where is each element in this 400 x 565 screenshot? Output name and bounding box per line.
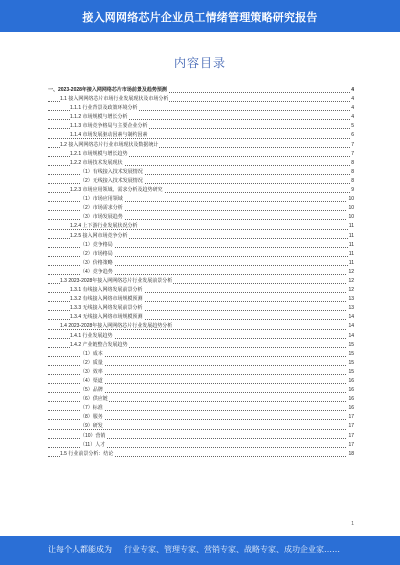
toc-entry-text: （6）供应链 [80, 396, 108, 403]
toc-entry[interactable] [48, 131, 354, 140]
toc-entry-page: 10 [347, 195, 354, 204]
toc-entry[interactable] [48, 286, 354, 295]
toc-entry-page: 17 [347, 441, 354, 450]
toc-entry[interactable] [48, 222, 354, 231]
toc-entry[interactable] [48, 350, 354, 359]
toc-entry-page: 16 [347, 386, 354, 395]
toc-entry[interactable] [48, 422, 354, 431]
toc-entry-text: （2）市场格局 [80, 250, 113, 257]
toc-entry-text: 1.4 2023-2028年接入网网络芯片行业发展趋势分析 [60, 323, 173, 330]
toc-entry-page: 16 [347, 377, 354, 386]
toc-entry-text: 一、2023-2028年接入网网络芯片市场前景及趋势预测 [48, 87, 167, 93]
toc-entry-page: 15 [347, 368, 354, 377]
toc-entry[interactable] [48, 241, 354, 250]
toc-entry-text: 1.3.2 有线接入网络市场规模预测 [70, 296, 143, 303]
toc-entry-page: 13 [347, 295, 354, 304]
toc-entry-text: （9）研发 [80, 423, 103, 430]
toc-entry[interactable] [48, 341, 354, 350]
toc-entry-text: 1.2.3 市场应用领域、需求分析及趋势研究 [70, 187, 163, 194]
toc-entry-text: （4）渠道 [80, 378, 103, 384]
toc-entry-page: 8 [350, 159, 354, 168]
toc-entry[interactable] [48, 277, 354, 286]
toc-entry[interactable] [48, 86, 354, 95]
toc-entry-text: （2）市场需求分析 [80, 205, 123, 212]
toc-entry[interactable] [48, 150, 354, 159]
toc-entry-page: 12 [347, 268, 354, 277]
toc-entry-page: 17 [347, 422, 354, 431]
toc-entry-text: （11）人才 [80, 441, 106, 448]
toc-entry-page: 12 [347, 277, 354, 286]
toc-entry-text: （7）标准 [80, 405, 103, 412]
toc-entry-text: 1.1.1 行业背景及政策环境分析 [70, 105, 138, 112]
toc-entry[interactable] [48, 122, 354, 131]
toc-entry[interactable] [48, 295, 354, 304]
toc-entry-text: 1.1 接入网网络芯片市场行业发展现状及市场分析 [60, 96, 169, 103]
toc-entry-page: 8 [350, 168, 354, 177]
toc-entry-text: 1.3 2023-2028年接入网网络芯片行业发展前景分析 [60, 277, 173, 284]
toc-entry[interactable] [48, 441, 354, 450]
toc-entry-page: 5 [350, 122, 354, 131]
toc-entry-text: （2）无线接入技术发展情况 [80, 177, 143, 184]
footer-slogan-right: 行业专家、管理专家、营销专家、战略专家、成功企业家…… [124, 545, 340, 554]
toc-entry-text: （3）价格策略 [80, 259, 113, 266]
toc-entry-text: （3）市场发展趋势 [80, 214, 123, 221]
toc-entry-page: 16 [347, 395, 354, 404]
toc-entry-text: 1.2.2 市场技术发展现状 [70, 159, 123, 166]
toc-entry-page: 11 [348, 232, 354, 241]
report-footer [0, 536, 400, 565]
toc-entry[interactable] [48, 432, 354, 441]
toc-entry[interactable] [48, 377, 354, 386]
toc-entry[interactable] [48, 104, 354, 113]
toc-entry[interactable] [48, 250, 354, 259]
toc-entry-page: 14 [347, 322, 354, 331]
toc-entry-text: 1.2 接入网网络芯片行业市场现状及数据统计 [60, 141, 159, 148]
toc-entry-page: 17 [347, 413, 354, 422]
toc-entry-page: 15 [347, 359, 354, 368]
toc-entry-text: 1.5 行业前景分析：结论 [60, 450, 114, 457]
toc-entry[interactable] [48, 404, 354, 413]
toc-entry-page: 16 [347, 404, 354, 413]
toc-entry-text: 1.4.1 行业发展趋势 [70, 332, 113, 339]
toc-entry[interactable] [48, 213, 354, 222]
toc-entry-page: 6 [350, 131, 354, 140]
footer-slogan-left: 让每个人都能成为 [48, 545, 112, 554]
toc-entry[interactable] [48, 259, 354, 268]
toc-entry-page: 18 [347, 450, 354, 459]
toc-entry-text: 1.1.4 市场发展驱动因素与制约因素 [70, 132, 148, 139]
toc-entry-page: 11 [348, 241, 354, 250]
toc-entry[interactable] [48, 386, 354, 395]
toc-entry[interactable] [48, 159, 354, 168]
toc-entry-text: （1）市场应用领域 [80, 196, 123, 203]
toc-entry-page: 4 [350, 86, 354, 95]
toc-entry-page: 4 [350, 104, 354, 113]
toc-entry-page: 15 [347, 341, 354, 350]
toc-entry-text: （1）成本 [80, 350, 103, 357]
toc-title: 内容目录 [173, 56, 226, 70]
toc-entry[interactable] [48, 368, 354, 377]
toc-entry-page: 14 [347, 313, 354, 322]
toc-entry[interactable] [48, 95, 354, 104]
report-header [0, 0, 400, 32]
toc-entry-text: （1）有线接入技术发展情况 [80, 168, 143, 175]
toc-entry[interactable] [48, 313, 354, 322]
toc-entry-text: （10）营销 [80, 432, 106, 439]
toc-entry-text: （8）服务 [80, 414, 103, 421]
toc-entry-text: 1.1.2 市场规模与增长分析 [70, 114, 128, 121]
toc-entry-text: 1.3.3 无线接入网络发展前景分析 [70, 305, 143, 312]
toc-entry-text: 1.2.5 接入网市场竞争分析 [70, 232, 128, 239]
toc-entry-text: 1.1.3 市场竞争格局与主要企业分析 [70, 123, 148, 130]
toc-entry[interactable] [48, 177, 354, 186]
toc-entry[interactable] [48, 322, 354, 331]
toc-entry[interactable] [48, 232, 354, 241]
toc-entry-text: （5）品牌 [80, 387, 103, 394]
toc-entry-text: （2）质量 [80, 359, 103, 366]
toc-entry-page: 15 [347, 350, 354, 359]
toc-entry-text: 1.3.1 有线接入网络发展前景分析 [70, 287, 143, 294]
toc-entry[interactable] [48, 186, 354, 195]
toc-entry-text: （4）竞争趋势 [80, 268, 113, 275]
toc-entry[interactable] [48, 332, 354, 341]
toc-entry[interactable] [48, 204, 354, 213]
toc-entry[interactable] [48, 113, 354, 122]
toc-entry-page: 8 [350, 177, 354, 186]
table-of-contents [48, 86, 354, 459]
toc-entry-page: 9 [350, 186, 354, 195]
toc-entry[interactable] [48, 141, 354, 150]
toc-entry[interactable] [48, 450, 354, 459]
toc-entry-text: 1.3.4 无线接入网络市场规模预测 [70, 314, 143, 321]
toc-entry-page: 7 [350, 150, 354, 159]
toc-entry[interactable] [48, 268, 354, 277]
toc-entry-page: 4 [350, 113, 354, 122]
toc-entry[interactable] [48, 413, 354, 422]
toc-entry[interactable] [48, 168, 354, 177]
toc-entry-text: （3）效率 [80, 368, 103, 375]
toc-entry-page: 11 [348, 259, 354, 268]
toc-entry-page: 12 [347, 286, 354, 295]
toc-entry[interactable] [48, 304, 354, 313]
toc-entry-page: 13 [347, 304, 354, 313]
toc-entry-page: 17 [347, 432, 354, 441]
toc-entry-text: （1）竞争格局 [80, 241, 113, 248]
toc-entry-text: 1.2.1 市场规模与增长趋势 [70, 150, 128, 157]
toc-entry-page: 11 [348, 250, 354, 259]
report-title: 接入网网络芯片企业员工情绪管理策略研究报告 [82, 12, 318, 24]
toc-entry-text: 1.4.2 产业链整合发展趋势 [70, 341, 128, 348]
toc-entry[interactable] [48, 195, 354, 204]
toc-entry-page: 4 [350, 95, 354, 104]
toc-entry[interactable] [48, 395, 354, 404]
toc-entry-text: 1.2.4 上下游行业发展状况分析 [70, 223, 138, 230]
toc-entry-page: 10 [347, 204, 354, 213]
toc-entry-page: 10 [347, 213, 354, 222]
toc-entry[interactable] [48, 359, 354, 368]
page-number: 1 [351, 521, 354, 527]
toc-entry-page: 14 [347, 332, 354, 341]
toc-entry-page: 11 [348, 222, 354, 231]
toc-entry-page: 7 [350, 141, 354, 150]
